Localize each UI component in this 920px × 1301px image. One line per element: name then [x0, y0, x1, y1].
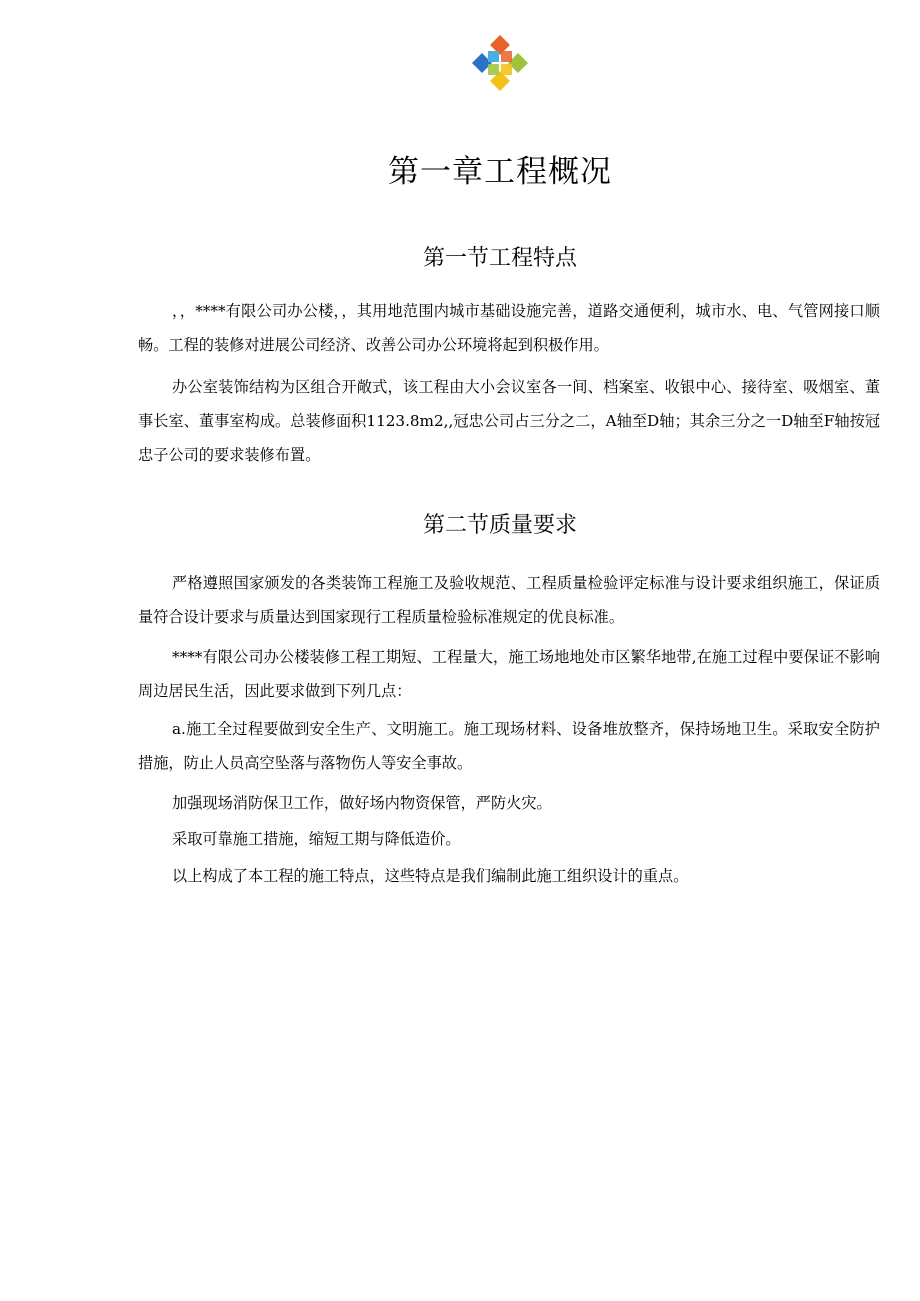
logo-center-tl — [488, 51, 499, 62]
paragraph: 办公室装饰结构为区组合开敞式，该工程由大小会议室各一间、档案室、收银中心、接待室、吸烟室、董事长室、董事室构成。总装修面积1123.8m2,,冠忠公司占三分之二，A轴至D轴；其余三分之一D轴至F轴按冠忠子公司的要求装修布置。 — [138, 378, 880, 464]
section-title-features: 第一节工程特点 — [422, 246, 577, 271]
logo-center-tr — [501, 51, 512, 62]
paragraph: 严格遵照国家颁发的各类装饰工程施工及验收规范、工程质量检验评定标准与设计要求组织施工，保证质量符合设计要求与质量达到国家现行工程质量检验标准规定的优良标准。 — [138, 574, 880, 626]
pinwheel-logo-icon — [470, 33, 530, 93]
section-title-quality: 第二节质量要求 — [422, 513, 577, 538]
paragraph: 加强现场消防保卫工作，做好场内物资保管，严防火灾。 — [172, 794, 552, 812]
paragraph: a.施工全过程要做到安全生产、文明施工。施工现场材料、设备堆放整齐，保持场地卫生。采取安全防护措施，防止人员高空坠落与落物伤人等安全事故。 — [138, 720, 880, 772]
logo-center-bl — [488, 64, 499, 75]
chapter-title: 第一章工程概况 — [388, 154, 612, 190]
paragraph: ，，****有限公司办公楼，，其用地范围内城市基础设施完善，道路交通便利，城市水、电、气管网接口顺畅。工程的装修对进展公司经济、改善公司办公环境将起到积极作用。 — [138, 302, 880, 354]
logo-center-br — [501, 64, 512, 75]
paragraph: ****有限公司办公楼装修工程工期短、工程量大，施工场地地处市区繁华地带,在施工过程中要保证不影响周边居民生活，因此要求做到下列几点： — [138, 648, 880, 700]
paragraph: 采取可靠施工措施，缩短工期与降低造价。 — [172, 830, 461, 848]
paragraph: 以上构成了本工程的施工特点，这些特点是我们编制此施工组织设计的重点。 — [172, 867, 689, 885]
